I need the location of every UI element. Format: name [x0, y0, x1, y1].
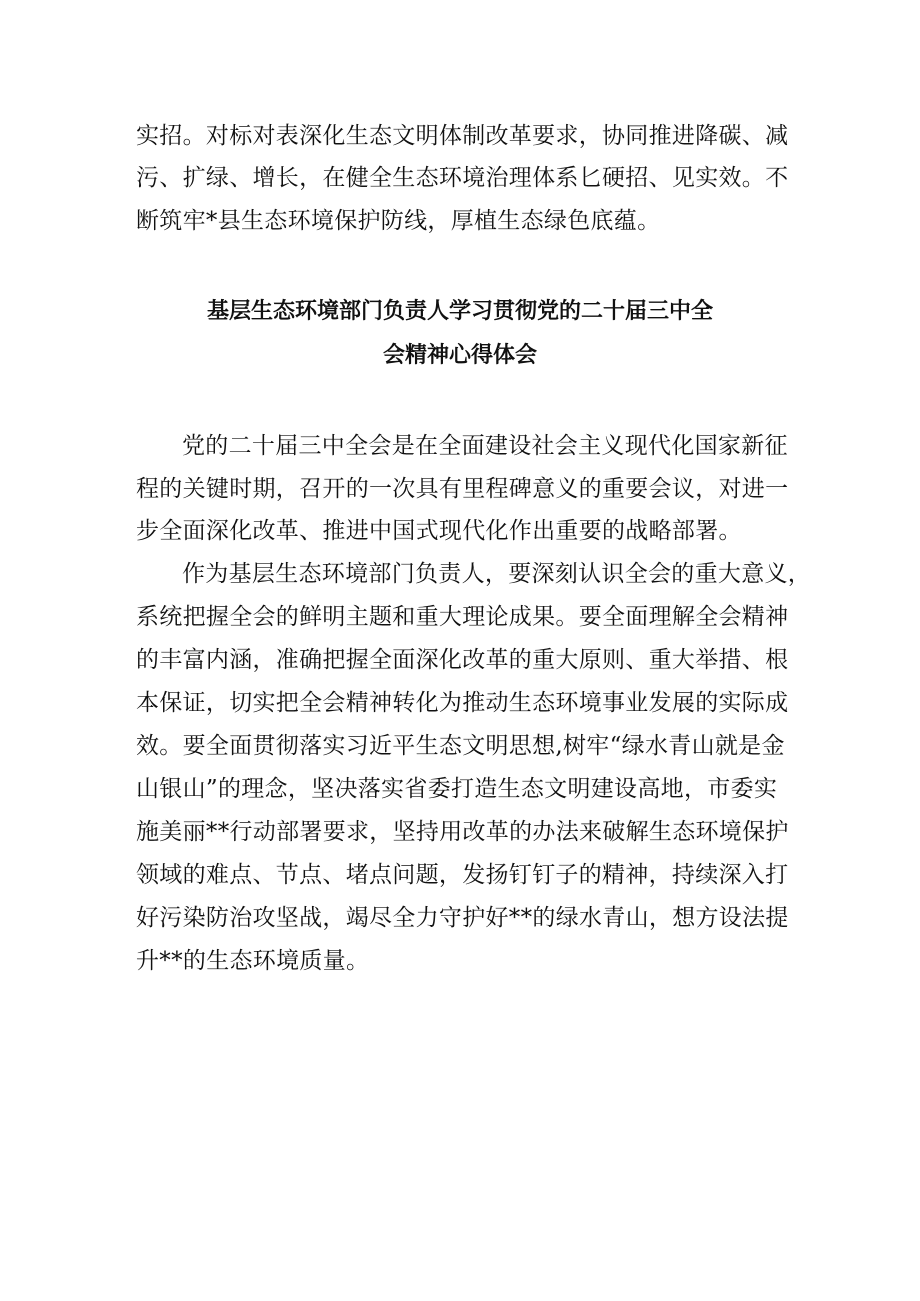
paragraph2-line-7: 施美丽**行动部署要求，坚持用改革的办法来破解生态环境保护	[136, 819, 789, 845]
paragraph1-line-3: 步全面深化改革、推进中国式现代化作出重要的战略部署。	[136, 518, 742, 544]
document-title-line-1: 基层生态环境部门负责人学习贯彻党的二十届三中全	[206, 299, 713, 324]
document-title-line-2: 会精神心得体会	[382, 343, 537, 368]
paragraph1-line-1: 党的二十届三中全会是在全面建设社会主义现代化国家新征	[182, 433, 788, 459]
paragraph2-line-9: 好污染防治攻坚战，竭尽全力守护好**的绿水青山，想方设法提	[136, 905, 789, 931]
intro-line-1: 实招。对标对表深化生态文明体制改革要求，协同推进降碳、减	[136, 123, 789, 149]
paragraph1-line-2: 程的关键时期，召开的一次具有里程碑意义的重要会议，对进一	[136, 476, 789, 502]
paragraph2-line-10: 升**的生态环境质量。	[136, 948, 370, 974]
paragraph2-line-6: 山银山”的理念，坚决落实省委打造生态文明建设高地，市委实	[136, 776, 778, 802]
paragraph2-line-8: 领域的难点、节点、堵点问题，发扬钉钉子的精神，持续深入打	[136, 862, 789, 888]
paragraph2-line-3: 的丰富内涵，准确把握全面深化改革的重大原则、重大举措、根	[136, 647, 789, 673]
intro-line-3: 断筑牢*县生态环境保护防线，厚植生态绿色底蕴。	[136, 208, 661, 234]
paragraph2-line-4: 本保证，切实把全会精神转化为推动生态环境事业发展的实际成	[136, 690, 789, 716]
intro-line-2: 污、扩绿、增长，在健全生态环境治理体系匕硬招、见实效。不	[136, 165, 789, 191]
paragraph2-line-5: 效。要全面贯彻落实习近平生态文明思想,树牢“绿水青山就是金	[136, 733, 785, 759]
paragraph2-line-1: 作为基层生态环境部门负责人，要深刻认识全会的重大意义，	[182, 561, 812, 587]
paragraph2-line-2: 系统把握全会的鲜明主题和重大理论成果。要全面理解全会精神	[136, 604, 789, 630]
